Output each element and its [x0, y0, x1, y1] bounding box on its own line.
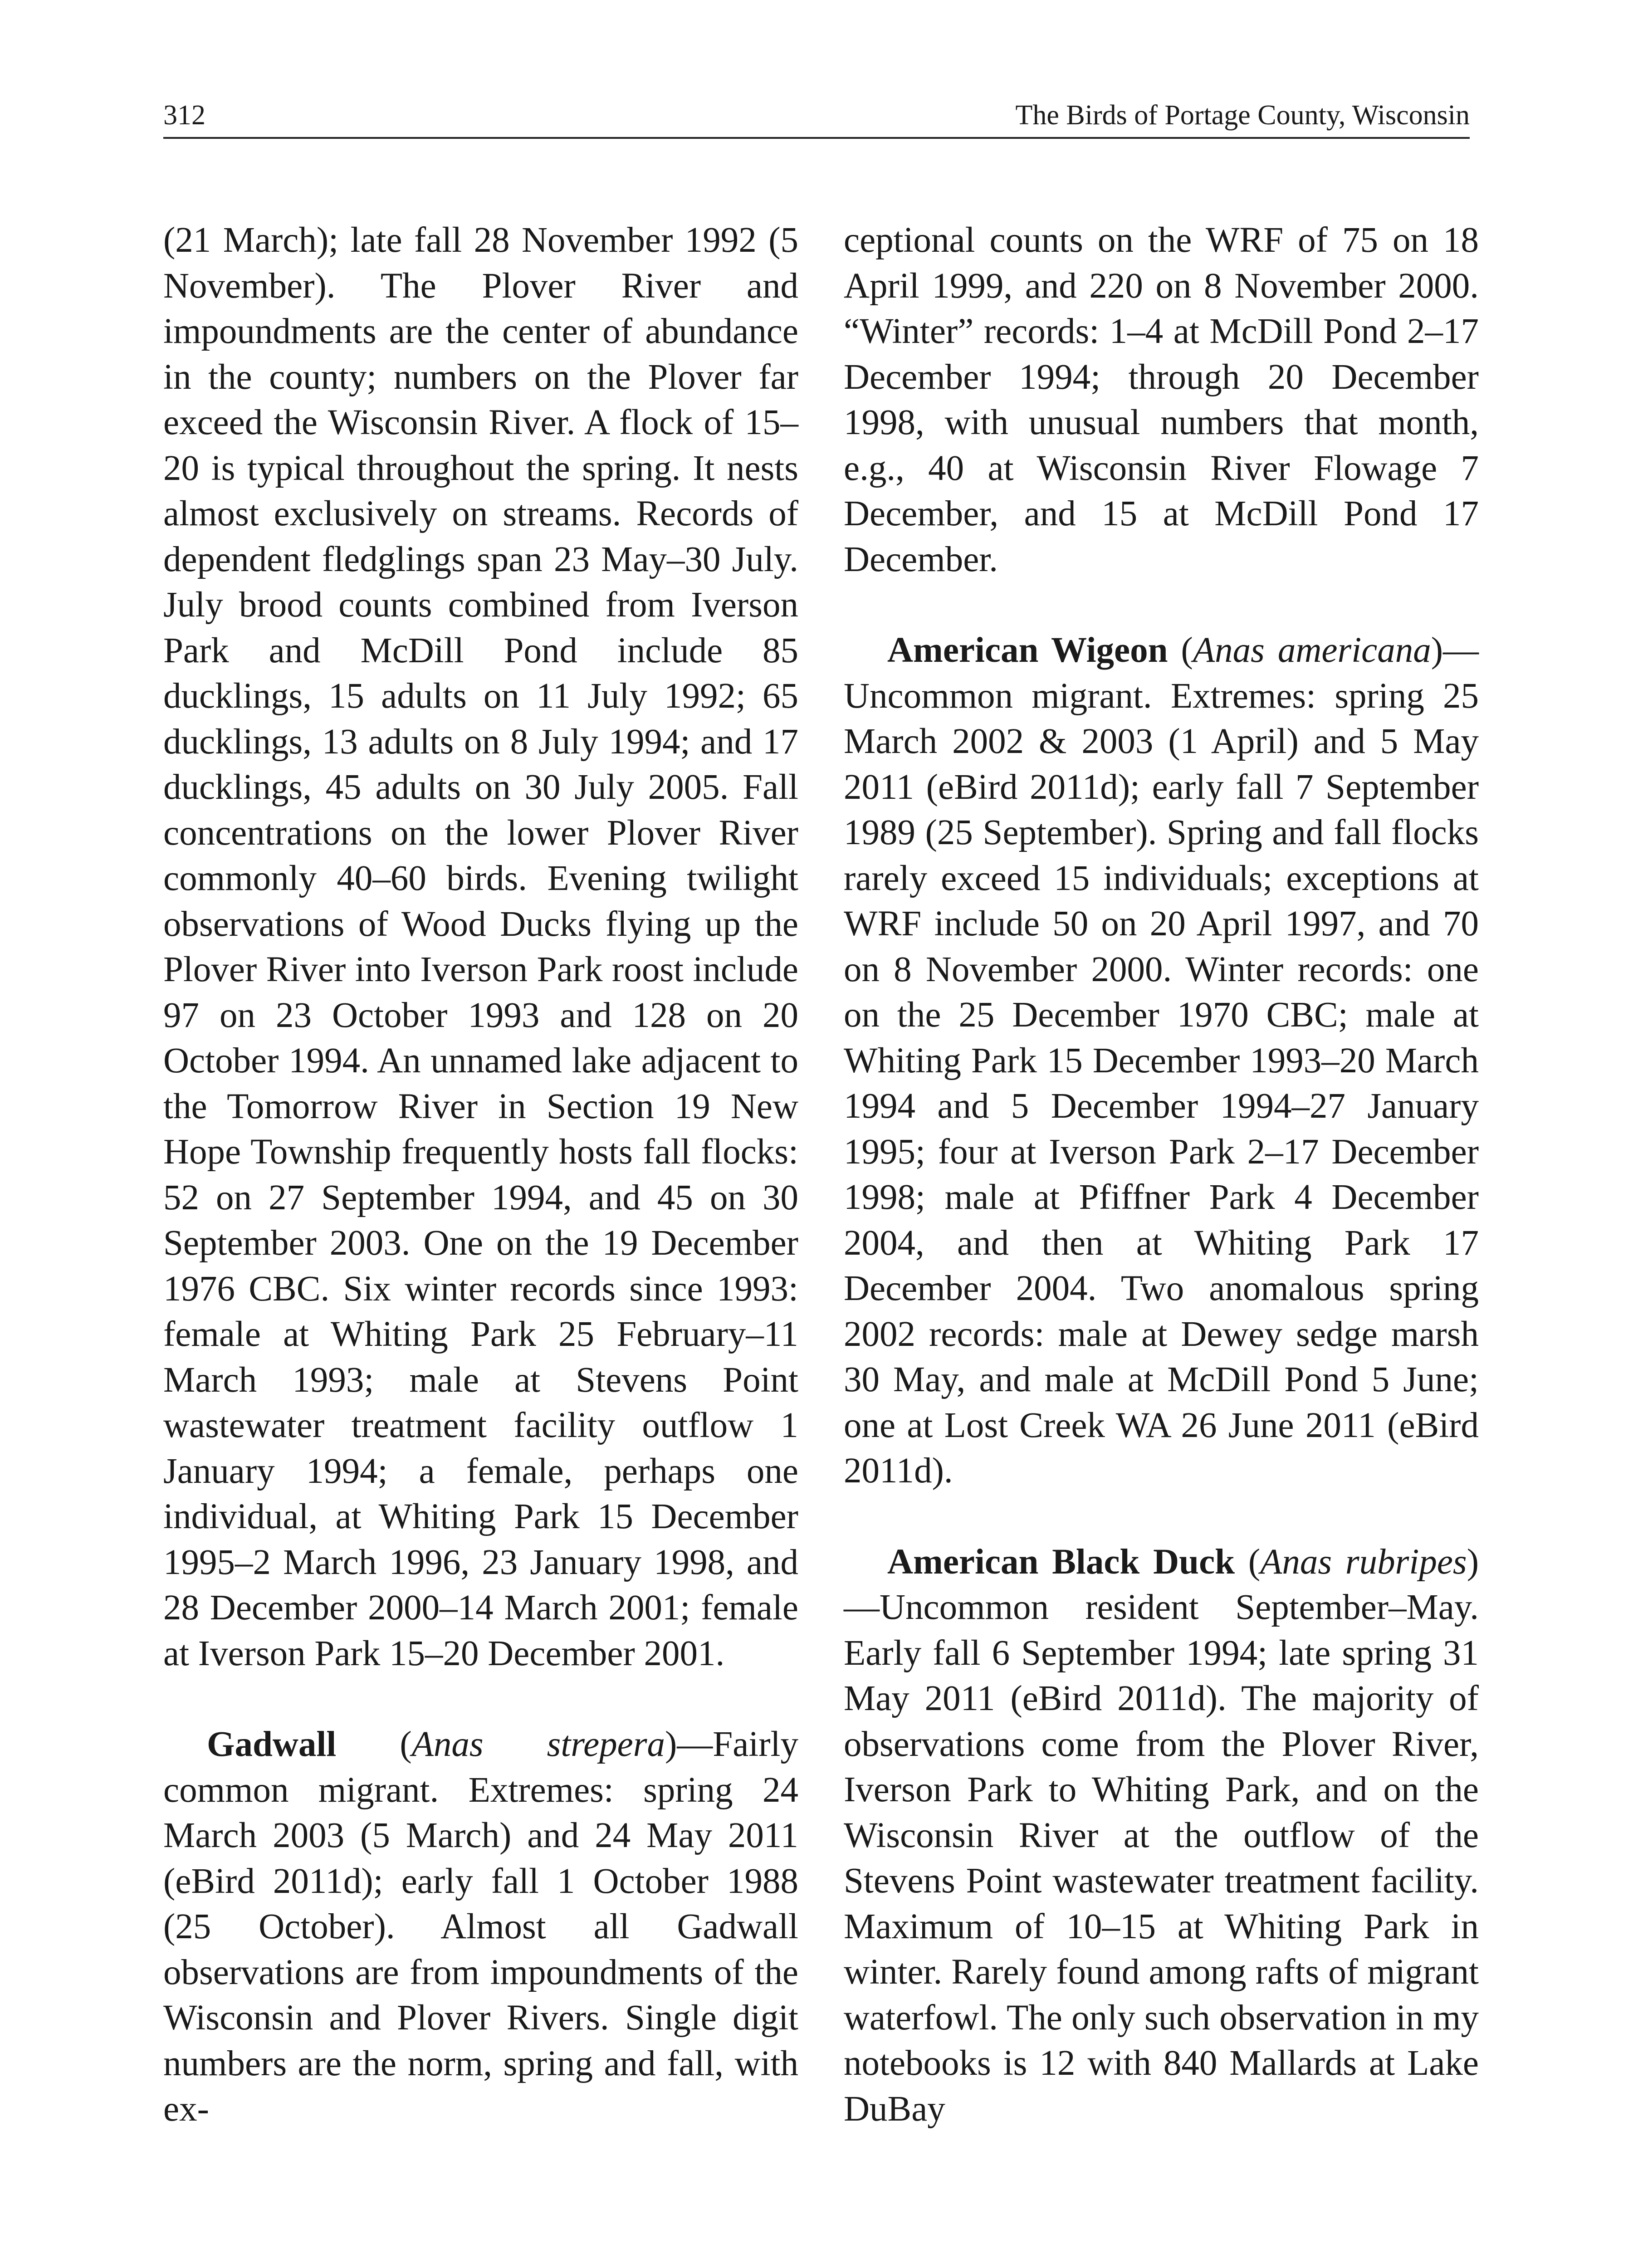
species-text: )—Fairly common migrant. Extremes: spring 24 March 2003 (5 March) and 24 May 2011 (eBird 2011d); early fall 1 October 1988 (25 October). Almost all Gadwall observations are from impoundments of the Wisconsin and Plover Rivers. Single digit numbers are the norm, spring and fall, with ex-: [163, 1725, 798, 2129]
left-column: [163, 218, 798, 2132]
species-name: American Black Duck: [887, 1542, 1235, 1582]
page-number: 312: [163, 100, 205, 131]
species-name: Gadwall: [207, 1725, 337, 1764]
species-name: American Wigeon: [887, 631, 1168, 670]
paren-open: (: [336, 1725, 412, 1764]
paren-open: (: [1235, 1542, 1261, 1582]
american-wigeon-account: [844, 628, 1479, 1494]
american-black-duck-account: [844, 1540, 1479, 2132]
paren-open: (: [1168, 631, 1193, 670]
gadwall-account-continued: ceptional counts on the WRF of 75 on 18 April 1999, and 220 on 8 November 2000. “Winter” records: 1–4 at McDill Pond 2–17 December 1994; through 20 December 1998, with unusual numbers that month, e.g., 40 at Wisconsin River Flowage 7 December, and 15 at McDill Pond 17 December.: [844, 220, 1479, 579]
scientific-name: Anas americana: [1193, 631, 1431, 670]
species-text: )—Uncommon resident September–May. Early fall 6 September 1994; late spring 31 May 2011 (eBird 2011d). The majority of observations come from the Plover River, Iverson Park to Whiting Park, and on the Wisconsin River at the outflow of the Stevens Point wastewater treatment facility. Maximum of 10–15 at Whiting Park in winter. Rarely found among rafts of migrant waterfowl. The only such observation in my notebooks is 12 with 840 Mallards at Lake DuBay: [844, 1542, 1479, 2129]
species-text: )—Uncommon migrant. Extremes: spring 25 March 2002 & 2003 (1 April) and 5 May 2011 (eBird 2011d); early fall 7 September 1989 (25 September). Spring and fall flocks rarely exceed 15 individuals; exceptions at WRF include 50 on 20 April 1997, and 70 on 8 November 2000. Winter records: one on the 25 December 1970 CBC; male at Whiting Park 15 December 1993–20 March 1994 and 5 December 1994–27 January 1995; four at Iverson Park 2–17 December 1998; male at Pfiffner Park 4 December 2004, and then at Whiting Park 17 December 2004. Two anomalous spring 2002 records: male at Dewey sedge marsh 30 May, and male at McDill Pond 5 June; one at Lost Creek WA 26 June 2011 (eBird 2011d).: [844, 631, 1479, 1491]
right-column: [844, 218, 1479, 2132]
gadwall-account: [163, 1722, 798, 2132]
scientific-name: Anas rubripes: [1260, 1542, 1467, 1582]
scientific-name: Anas strepera: [411, 1725, 665, 1764]
wood-duck-account-continued: (21 March); late fall 28 November 1992 (5 November). The Plover River and impoundments are the center of abundance in the county; numbers on the Plover far exceed the Wisconsin River. A flock of 15–20 is typical throughout the spring. It nests almost exclusively on streams. Records of dependent fledglings span 23 May–30 July. July brood counts combined from Iverson Park and McDill Pond include 85 ducklings, 15 adults on 11 July 1992; 65 ducklings, 13 adults on 8 July 1994; and 17 ducklings, 45 adults on 30 July 2005. Fall concentrations on the lower Plover River commonly 40–60 birds. Evening twilight observations of Wood Ducks flying up the Plover River into Iverson Park roost include 97 on 23 October 1993 and 128 on 20 October 1994. An unnamed lake adjacent to the Tomorrow River in Section 19 New Hope Township frequently hosts fall flocks: 52 on 27 September 1994, and 45 on 30 September 2003. One on the 19 December 1976 CBC. Six winter records since 1993: female at Whiting Park 25 February–11 March 1993; male at Stevens Point wastewater treatment facility outflow 1 January 1994; a female, perhaps one individual, at Whiting Park 15 December 1995–2 March 1996, 23 January 1998, and 28 December 2000–14 March 2001; female at Iverson Park 15–20 December 2001.: [163, 220, 798, 1673]
running-title: The Birds of Portage County, Wisconsin: [1015, 100, 1470, 131]
running-header: [163, 82, 1470, 139]
